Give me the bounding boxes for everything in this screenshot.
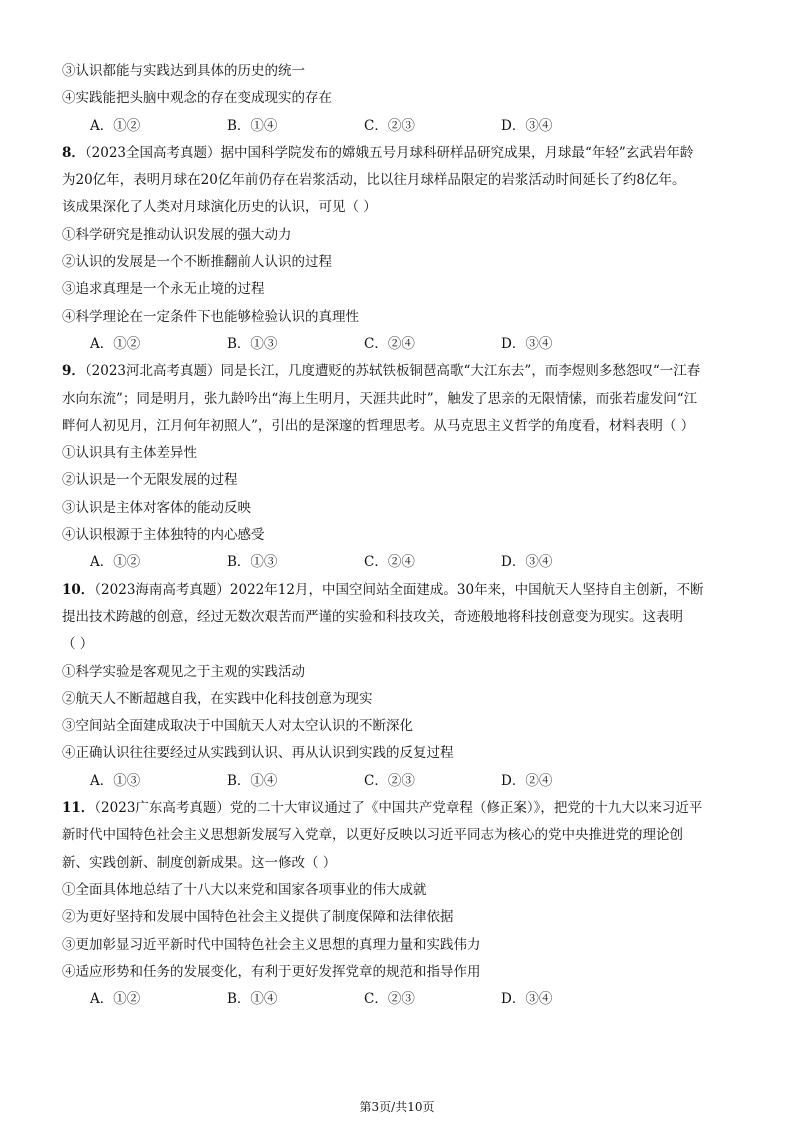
question-10-choices	[62, 768, 742, 795]
choice-c[interactable]: C．②③	[364, 991, 415, 1008]
option-prev-3: ③认识都能与实践达到具体的历史的统一	[62, 63, 305, 79]
question-8-option-1: ①科学研究是推动认识发展的强大动力	[62, 226, 292, 243]
question-11-stem	[62, 795, 742, 877]
choice-a[interactable]: A．①②	[90, 991, 141, 1008]
question-11-number: 11．	[62, 800, 95, 817]
choice-d[interactable]: D．③④	[501, 991, 553, 1008]
question-11-option-3: ③更加彰显习近平新时代中国特色社会主义思想的真理力量和实践伟力	[62, 936, 481, 953]
question-11-line-1: 11．（2023广东高考真题）党的二十大审议通过了《中国共产党章程（修正案）》，把党的十九大以来习近平	[62, 800, 703, 817]
question-8-option-3: ③追求真理是一个永无止境的过程	[62, 281, 265, 298]
question-9-choices	[62, 549, 742, 576]
choice-c[interactable]: C．②③	[364, 117, 415, 134]
question-11-option-2: ②为更好坚持和发展中国特色社会主义提供了制度保障和法律依据	[62, 909, 454, 926]
question-11-line-3: 新、实践创新、制度创新成果。这一修改（ ）	[62, 854, 337, 871]
choice-d[interactable]: D．③④	[501, 554, 553, 571]
choice-b[interactable]: B．①③	[227, 554, 278, 571]
question-10-line-2: 提出技术跨越的创意，经过无数次艰苦而严谨的实验和科技攻关，奇迹般地将科技创意变为现实。这表明	[62, 608, 683, 625]
question-11-option-4: ④适应形势和任务的发展变化，有利于更好发挥党章的规范和指导作用	[62, 963, 481, 980]
question-10-option-4: ④正确认识往往要经过从实践到认识、再从认识到实践的反复过程	[62, 745, 454, 762]
question-9-option-2: ②认识是一个无限发展的过程	[62, 472, 238, 489]
question-9-stem	[62, 358, 742, 440]
question-9-option-1: ①认识具有主体差异性	[62, 445, 197, 462]
question-8-stem	[62, 140, 742, 222]
choice-b[interactable]: B．①④	[227, 117, 278, 134]
choice-b[interactable]: B．①③	[227, 335, 278, 352]
choice-d[interactable]: D．③④	[501, 117, 553, 134]
question-8-option-4: ④科学理论在一定条件下也能够检验认识的真理性	[62, 308, 359, 325]
choice-c[interactable]: C．②④	[364, 554, 415, 571]
question-10-option-1: ①科学实验是客观见之于主观的实践活动	[62, 663, 305, 680]
choice-c[interactable]: C．②③	[364, 772, 415, 789]
page-footer: 第3页/共10页	[359, 1100, 435, 1114]
question-10-stem	[62, 577, 742, 659]
question-11-line-2: 新时代中国特色社会主义思想新发展写入党章，以更好反映以习近平同志为核心的党中央推进党的理论创	[62, 827, 683, 844]
choice-b[interactable]: B．①④	[227, 991, 278, 1008]
option-prev-4: ④实践能把头脑中观念的存在变成现实的存在	[62, 90, 332, 107]
question-9-line-1: 9．（2023河北高考真题）同是长江，几度遭贬的苏轼铁板铜琶高歌“大江东去”，而李煜则多愁怨叹“一江春	[62, 363, 701, 380]
question-9-line-3: 畔何人初见月，江月何年初照人”，引出的是深邃的哲理思考。从马克思主义哲学的角度看，材料表明（ ）	[62, 417, 695, 434]
question-10-option-2: ②航天人不断超越自我，在实践中化科技创意为现实	[62, 690, 373, 707]
question-8-line-2: 为20亿年，表明月球在20亿年前仍存在岩浆活动，比以往月球样品限定的岩浆活动时间延长了约8亿年。	[62, 172, 686, 189]
question-8-line-1: 8．（2023全国高考真题）据中国科学院发布的嫦娥五号月球科研样品研究成果，月球最“年轻”玄武岩年龄	[62, 144, 694, 161]
choice-c[interactable]: C．②④	[364, 335, 415, 352]
question-9-option-3: ③认识是主体对客体的能动反映	[62, 499, 251, 516]
question-10-line-1: 10．（2023海南高考真题）2022年12月，中国空间站全面建成。30年来，中国航天人坚持自主创新，不断	[62, 581, 704, 598]
choice-a[interactable]: A．①②	[90, 554, 141, 571]
choice-a[interactable]: A．①②	[90, 335, 141, 352]
page-content	[62, 58, 742, 1013]
choice-d[interactable]: D．②④	[501, 772, 553, 789]
question-10-line-3: （ ）	[62, 636, 94, 653]
question-8-line-3: 该成果深化了人类对月球演化历史的认识，可见（ ）	[62, 199, 377, 216]
question-8-option-2: ②认识的发展是一个不断推翻前人认识的过程	[62, 254, 332, 271]
question-8-number: 8．	[62, 144, 85, 161]
question-10-option-3: ③空间站全面建成取决于中国航天人对太空认识的不断深化	[62, 718, 413, 735]
choice-d[interactable]: D．③④	[501, 335, 553, 352]
choice-a[interactable]: A．①②	[90, 117, 141, 134]
question-11-choices	[62, 986, 742, 1013]
question-10-number: 10．	[62, 581, 95, 598]
choice-b[interactable]: B．①④	[227, 772, 278, 789]
question-9-line-2: 水向东流”；同是明月，张九龄吟出“海上生明月，天涯共此时”，触发了思亲的无限情愫，而张若虚发问“江	[62, 390, 698, 407]
question-8-choices	[62, 331, 742, 358]
question-11-option-1: ①全面具体地总结了十八大以来党和国家各项事业的伟大成就	[62, 881, 427, 898]
question-9-option-4: ④认识根源于主体独特的内心感受	[62, 527, 265, 544]
choice-a[interactable]: A．①③	[90, 772, 141, 789]
choices-prev	[62, 113, 742, 140]
question-9-number: 9．	[62, 363, 85, 380]
